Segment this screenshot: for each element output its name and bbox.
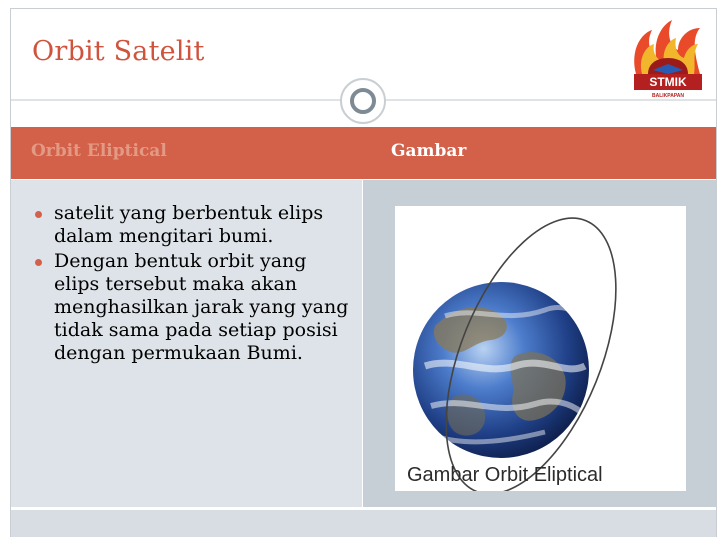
logo-text: STMIK [649,75,687,89]
orbit-figure [395,206,686,491]
bullet-dot-icon [35,211,42,218]
bullet-item [32,202,352,248]
ring-ornament-icon [340,78,386,124]
bullet-list [32,202,352,367]
table-header-row [11,127,716,179]
logo-flame-icon [634,20,700,74]
figure-caption: Gambar Orbit Eliptical [407,464,603,486]
logo-subtext: BALIKPAPAN [651,93,685,99]
column-divider [362,180,363,507]
ring-inner-icon [350,88,376,114]
stmik-logo [626,12,710,100]
header-cell-orbit-eliptical: Orbit Eliptical [31,141,167,161]
globe-icon [413,282,589,458]
slide-title: Orbit Satelit [32,36,205,67]
bullet-item [32,250,352,365]
bullet-text: Dengan bentuk orbit yang elips tersebut maka akan menghasilkan jarak yang yang tidak sama pada setiap posisi dengan permukaan Bumi. [54,250,349,364]
earth-orbit-image [395,206,686,491]
table-footer-row [11,509,716,537]
header-cell-gambar: Gambar [391,141,467,161]
bullet-dot-icon [35,259,42,266]
bullet-text: satelit yang berbentuk elips dalam mengitari bumi. [54,202,324,247]
